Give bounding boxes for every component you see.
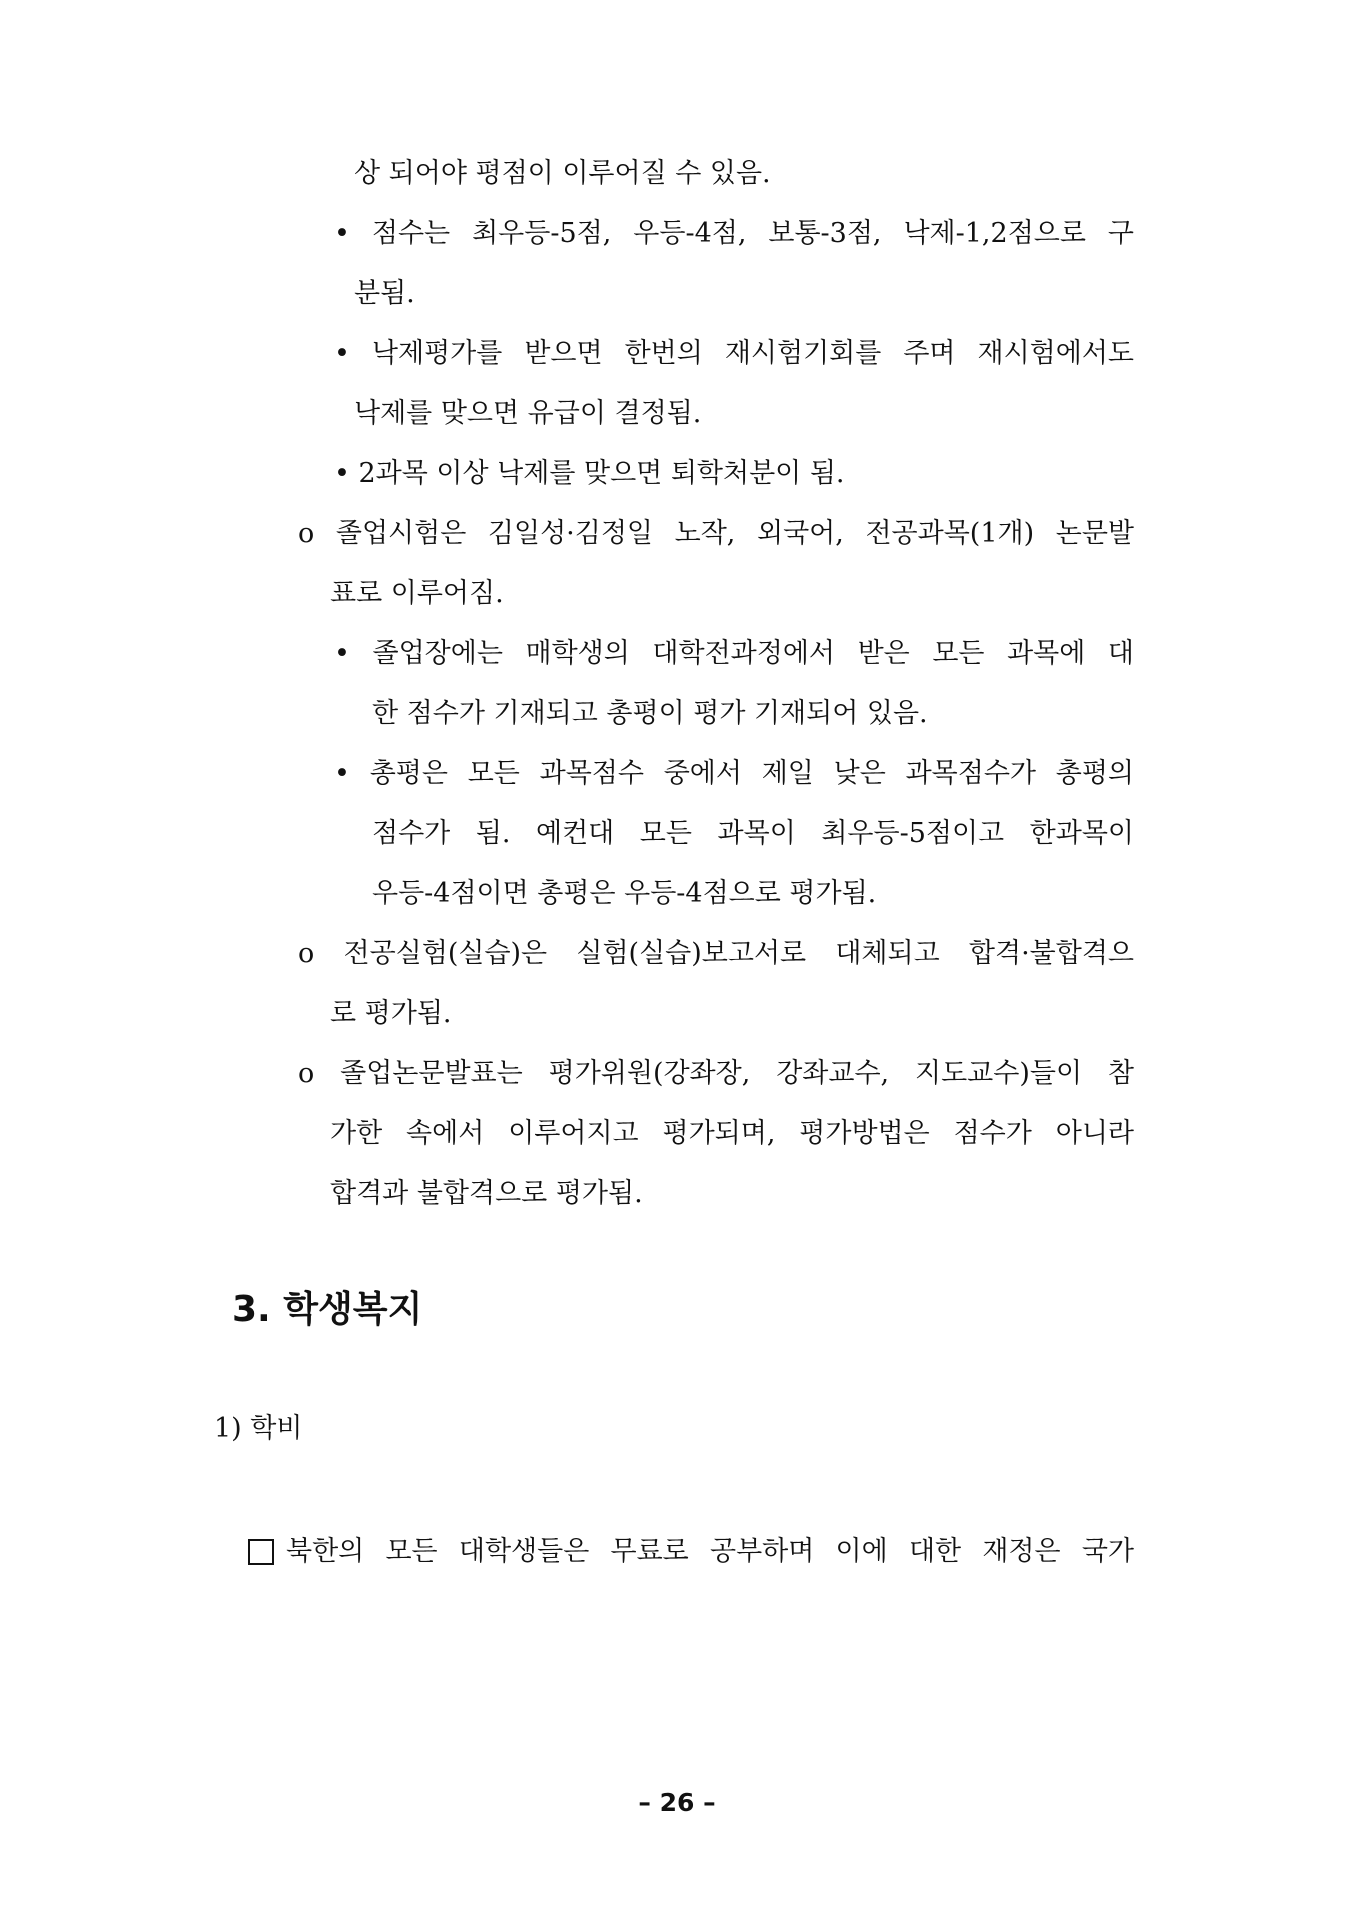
section-heading: 3. 학생복지: [232, 1289, 423, 1330]
bullet-line-9: • 졸업장에는 매학생의 대학전과정에서 받은 모든 과목에 대: [334, 638, 1134, 669]
subsection-heading: 1) 학비: [214, 1413, 303, 1444]
text-line-8: 표로 이루어짐.: [330, 578, 504, 609]
circle-item-line-16: o 졸업논문발표는 평가위원(강좌장, 강좌교수, 지도교수)들이 참: [298, 1058, 1134, 1089]
bullet-line-4: • 낙제평가를 받으면 한번의 재시험기회를 주며 재시험에서도: [334, 338, 1134, 369]
text-line-13: 우등-4점이면 총평은 우등-4점으로 평가됨.: [372, 878, 877, 909]
text-line-3: 분됨.: [354, 278, 415, 309]
page-number: – 26 –: [638, 1788, 716, 1817]
text-line-10: 한 점수가 기재되고 총평이 평가 기재되어 있음.: [372, 698, 928, 729]
text-line-1: 상 되어야 평점이 이루어질 수 있음.: [354, 158, 771, 189]
bullet-line-6: • 2과목 이상 낙제를 맞으면 퇴학처분이 됨.: [334, 458, 845, 489]
circle-item-line-7: o 졸업시험은 김일성·김정일 노작, 외국어, 전공과목(1개) 논문발: [298, 518, 1134, 549]
bullet-line-2: • 점수는 최우등-5점, 우등-4점, 보통-3점, 낙제-1,2점으로 구: [334, 218, 1134, 249]
text-line-18: 합격과 불합격으로 평가됨.: [330, 1178, 643, 1209]
circle-item-line-14: o 전공실험(실습)은 실험(실습)보고서로 대체되고 합격·불합격으: [298, 938, 1134, 969]
text-line-15: 로 평가됨.: [330, 998, 452, 1029]
text-line-12: 점수가 됨. 예컨대 모든 과목이 최우등-5점이고 한과목이: [372, 818, 1134, 849]
text-line-5: 낙제를 맞으면 유급이 결정됨.: [354, 398, 702, 429]
checkbox-square-icon: [248, 1539, 274, 1565]
checkbox-paragraph: [248, 1534, 1134, 1570]
checkbox-paragraph-text: 북한의 모든 대학생들은 무료로 공부하며 이에 대한 재정은 국가: [286, 1536, 1134, 1567]
text-line-17: 가한 속에서 이루어지고 평가되며, 평가방법은 점수가 아니라: [330, 1118, 1134, 1149]
bullet-line-11: • 총평은 모든 과목점수 중에서 제일 낮은 과목점수가 총평의: [334, 758, 1134, 789]
